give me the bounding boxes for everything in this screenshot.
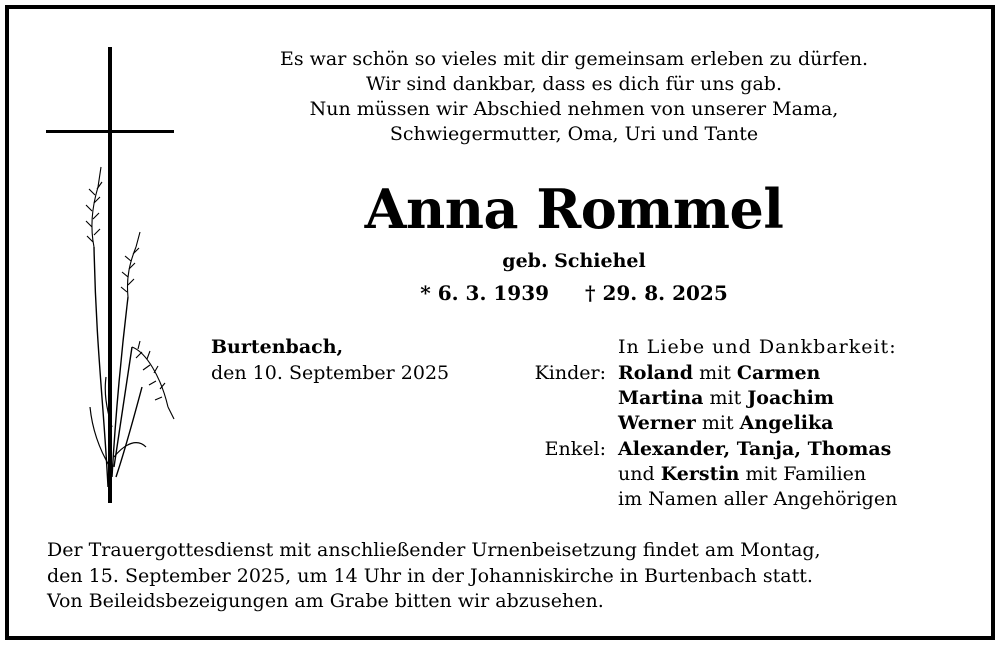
cross-icon (46, 47, 186, 507)
child-name: Werner (618, 412, 696, 434)
cross (46, 47, 174, 503)
partner-name: Joachim (747, 387, 834, 409)
maiden-name: geb. Schiehel (502, 250, 646, 272)
death-date: † 29. 8. 2025 (585, 281, 728, 305)
and-word: und (618, 463, 655, 485)
with-word: mit (709, 387, 742, 409)
wheat-icon (86, 167, 174, 487)
intro-line: Nun müssen wir Abschied nehmen von unserer Mama, (309, 98, 839, 120)
closing-line: im Namen aller Angehörigen (618, 488, 898, 510)
child-line (618, 362, 820, 384)
birth-date: * 6. 3. 1939 (420, 281, 550, 305)
footer-line: Der Trauergottesdienst mit anschließender Urnenbeisetzung findet am Montag, (47, 539, 821, 561)
with-word: mit (701, 412, 734, 434)
child-name: Roland (618, 362, 694, 384)
intro-line: Es war schön so vieles mit dir gemeinsam erleben zu dürfen. (279, 48, 868, 70)
grandchildren-last-line (618, 463, 866, 485)
obituary-notice (5, 5, 995, 640)
child-name: Martina (618, 387, 704, 409)
grandchildren-label: Enkel: (544, 438, 606, 460)
thanks-heading: In Liebe und Dankbarkeit: (618, 336, 897, 358)
intro-line: Schwiegermutter, Oma, Uri und Tante (389, 123, 759, 145)
deceased-name: Anna Rommel (364, 177, 784, 241)
intro-line: Wir sind dankbar, dass es dich für uns gab. (365, 73, 783, 95)
place: Burtenbach, (211, 336, 344, 358)
partner-name: Carmen (736, 362, 821, 384)
footer-line: den 15. September 2025, um 14 Uhr in der Johanniskirche in Burtenbach statt. (47, 564, 813, 587)
child-line (618, 412, 833, 434)
grandchildren-line: Alexander, Tanja, Thomas (618, 438, 892, 460)
families-suffix: mit Familien (745, 463, 867, 485)
children-label: Kinder: (534, 362, 606, 384)
with-word: mit (699, 362, 731, 384)
service-info (47, 538, 821, 615)
partner-name: Angelika (739, 412, 834, 434)
footer-line: Von Beileidsbezeigungen am Grabe bitten wir abzusehen. (47, 590, 604, 612)
child-line (618, 387, 834, 409)
life-dates (174, 281, 974, 305)
notice-date: den 10. September 2025 (211, 362, 450, 384)
intro-verse (174, 47, 974, 147)
grandchild-name: Kerstin (660, 463, 740, 485)
